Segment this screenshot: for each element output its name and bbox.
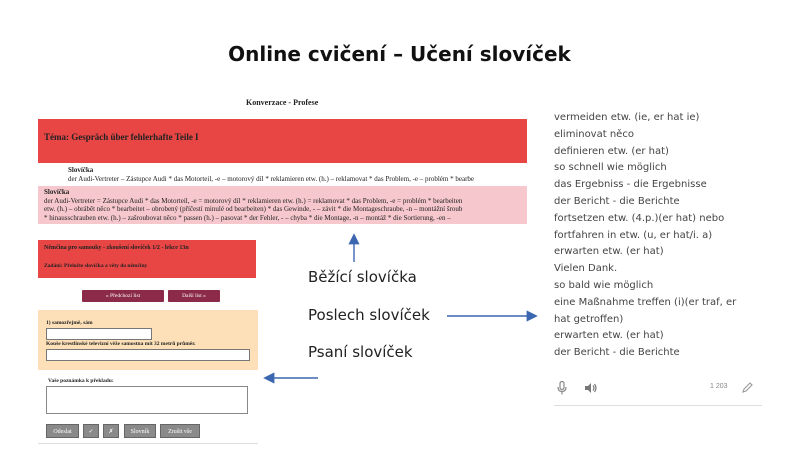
vocab-list-item: so bald wie möglich: [554, 279, 654, 291]
vocab-line-2: etw. (h.) – obrábět něco * bearbeitet – obrobený (příčestí minulé od bearbeiten) * das Gewinde, - – závit * die Montageschraube, -n – montážní šroub: [44, 205, 463, 213]
vocab-heading: Slovíčka: [68, 166, 94, 174]
microphone-icon[interactable]: [557, 381, 567, 395]
pencil-icon[interactable]: [741, 382, 753, 394]
vocab-list-item: eine Maßnahme treffen (i)(er traf, er: [554, 296, 737, 308]
player-divider: [554, 405, 762, 406]
vocab-list: [554, 110, 769, 362]
submit-button[interactable]: Odeslat: [46, 424, 79, 438]
label-listening-vocab: Poslech slovíček: [308, 306, 430, 324]
vocab-line-3: * hinausschrauben etw. (h.) – zašroubovat něco * passen (h.) – pasovat * der Fehler, - – chyba * die Montage, -n – montáž * die Sortierung, -en –: [44, 213, 451, 222]
vocab-list-item: fortsetzen etw. (4.p.)(er hat) nebo: [554, 212, 725, 224]
page-header: Konverzace - Profese: [246, 98, 319, 107]
vocab-list-item: fortfahren in etw. (u, er hat/i. a): [554, 229, 713, 241]
note-label: Vaše poznámka k překladu:: [48, 378, 114, 384]
vocab-list-item: eliminovat něco: [554, 128, 634, 140]
label-running-vocab: Běžící slovíčka: [308, 268, 417, 286]
prev-sheet-button[interactable]: « Předchozí list: [82, 290, 164, 302]
char-counter: 1 203: [710, 383, 728, 390]
vocab-list-item: hat getroffen): [554, 313, 624, 325]
vocab-list-item: das Ergebniss - die Ergebnisse: [554, 179, 707, 191]
vocab-list-item: erwarten etw. (er hat): [554, 246, 664, 258]
audio-player: [554, 376, 764, 404]
vocab-list-item: so schnell wie möglich: [554, 162, 667, 174]
reset-button[interactable]: Zrušit vše: [160, 424, 200, 438]
vocab-list-item: der Bericht - die Berichte: [554, 347, 680, 359]
check-button[interactable]: ✓: [83, 424, 99, 438]
vocab-list-item: erwarten etw. (er hat): [554, 330, 664, 342]
topic-title: Téma: Gespräch über fehlerhafte Teile I: [44, 132, 199, 142]
vocab-list-item: vermeiden etw. (ie, er hat ie): [554, 112, 700, 123]
next-sheet-button[interactable]: Další list »: [168, 290, 220, 302]
vocab-list-item: der Bericht - die Berichte: [554, 195, 680, 207]
question-1-label: 1) samozřejmě, sám: [46, 320, 93, 326]
dictionary-button[interactable]: Slovník: [124, 424, 156, 438]
vocab-text: der Audi-Vertreter – Zástupce Audi * das Motorteil, -e – motorový díl * reklamieren etw. (h.) – reklamovat * das Problem, -e – problém * bearbe: [68, 175, 475, 183]
vocab-heading-pink: Slovíčka: [44, 188, 70, 196]
label-writing-vocab: Psaní slovíček: [308, 343, 413, 361]
cross-button[interactable]: ✗: [103, 424, 119, 438]
vocab-line-1: der Audi-Vertreter = Zástupce Audi * das Motorteil, -e = motorový díl * reklamieren etw. (h.) = reklamovat * das Problem, -e = problém * bearbeiten: [44, 196, 463, 205]
question-2-label: Kouše krestlinské televizní věže samostna mít 32 metrů průměr.: [46, 341, 196, 347]
exercise-title: Němčina pro samouky - zkoušení slovíček 1/2 - lekce 13n: [44, 245, 189, 251]
exercise-instruction: Zadání: Přeložte slovíčka a věty do němčiny: [44, 263, 148, 269]
vocab-list-item: Vielen Dank.: [554, 263, 618, 275]
slide-title: Online cvičení – Učení slovíček: [228, 42, 571, 66]
vocab-list-item: definieren etw. (er hat): [554, 145, 669, 157]
speaker-icon[interactable]: [584, 381, 598, 395]
